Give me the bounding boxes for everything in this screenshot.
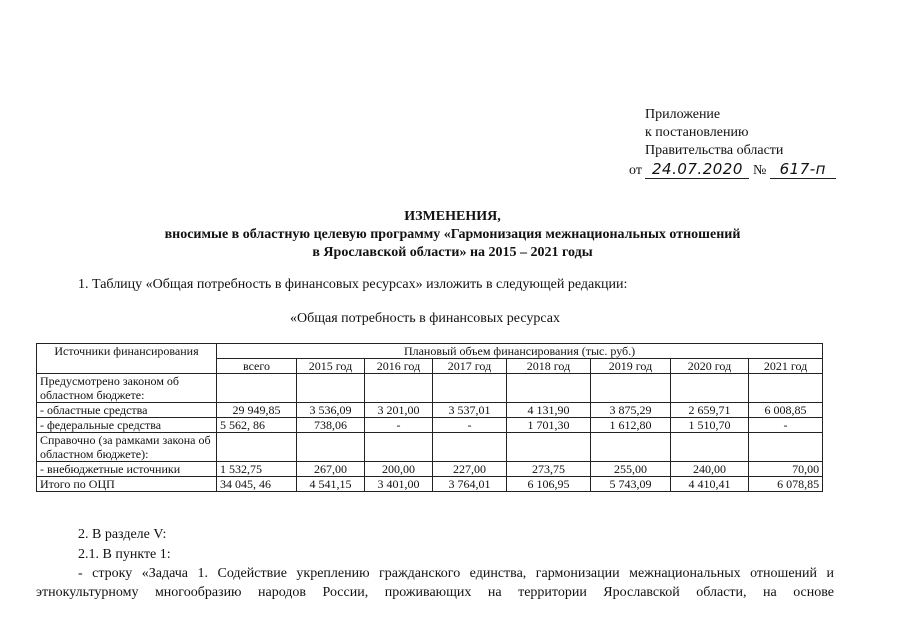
table-cell: 2 659,71	[671, 403, 749, 418]
year-header: 2019 год	[591, 359, 671, 374]
row-label: - внебюджетные источники	[37, 462, 217, 477]
year-header: 2021 год	[749, 359, 823, 374]
year-header: 2018 год	[507, 359, 591, 374]
table-cell	[671, 374, 749, 403]
table-row	[37, 374, 823, 403]
appendix-line-1: Приложение	[645, 107, 721, 122]
handwritten-number: 617-п	[770, 160, 836, 179]
table-cell: 29 949,85	[217, 403, 297, 418]
table-cell: 70,00	[749, 462, 823, 477]
table-cell: 3 201,00	[365, 403, 433, 418]
table-cell: 6 078,85	[749, 477, 823, 492]
table-cell: 3 537,01	[433, 403, 507, 418]
row-label: - федеральные средства	[37, 418, 217, 433]
table-cell	[365, 433, 433, 462]
table-total-row	[37, 477, 823, 492]
row-label: Справочно (за рамками закона об областном бюджете):	[37, 433, 217, 462]
table-row	[37, 433, 823, 462]
table-cell: 34 045, 46	[217, 477, 297, 492]
table-cell: 3 764,01	[433, 477, 507, 492]
from-label: от	[629, 163, 642, 178]
table-cell	[671, 433, 749, 462]
table-cell	[749, 374, 823, 403]
table-cell: 273,75	[507, 462, 591, 477]
table-cell	[433, 433, 507, 462]
financing-table	[36, 343, 823, 492]
table-cell	[749, 433, 823, 462]
table-cell	[507, 374, 591, 403]
table-cell	[591, 374, 671, 403]
table-cell: 1 532,75	[217, 462, 297, 477]
table-cell: 3 875,29	[591, 403, 671, 418]
row-label: - областные средства	[37, 403, 217, 418]
document-subtitle-line-1: вносимые в областную целевую программу «Гармонизация межнациональных отношений	[164, 227, 741, 242]
table-row	[37, 403, 823, 418]
year-header: 2015 год	[297, 359, 365, 374]
table-cell: 255,00	[591, 462, 671, 477]
year-header: 2016 год	[365, 359, 433, 374]
table-cell: -	[433, 418, 507, 433]
document-subtitle-line-2: в Ярославской области» на 2015 – 2021 годы	[312, 245, 593, 260]
table-cell: 240,00	[671, 462, 749, 477]
year-header: 2020 год	[671, 359, 749, 374]
table-cell: -	[749, 418, 823, 433]
year-header: 2017 год	[433, 359, 507, 374]
table-cell: 5 743,09	[591, 477, 671, 492]
table-cell	[297, 374, 365, 403]
document-title: ИЗМЕНЕНИЯ,	[404, 209, 501, 224]
table-caption: «Общая потребность в финансовых ресурсах	[290, 311, 560, 326]
table-header-row	[37, 344, 823, 359]
table-cell: -	[365, 418, 433, 433]
table-cell: 6 106,95	[507, 477, 591, 492]
table-cell	[365, 374, 433, 403]
table-cell	[433, 374, 507, 403]
table-cell: 3 401,00	[365, 477, 433, 492]
appendix-line-3: Правительства области	[645, 143, 784, 158]
header-planned-volume: Плановый объем финансирования (тыс. руб.)	[217, 344, 823, 359]
paragraph-3: 2.1. В пункте 1:	[78, 547, 171, 562]
table-cell	[217, 433, 297, 462]
table-row	[37, 418, 823, 433]
paragraph-4-line-1: - строку «Задача 1. Содействие укреплению гражданского единства, гармонизации межнациональных отношений и	[78, 566, 834, 581]
table-cell: 3 536,09	[297, 403, 365, 418]
paragraph-4-line-2: этнокультурному многообразию народов России, проживающих на территории Ярославской области, на основе	[36, 585, 834, 600]
table-cell: 5 562, 86	[217, 418, 297, 433]
appendix-date-line	[629, 160, 836, 180]
table-cell: 4 541,15	[297, 477, 365, 492]
table-cell: 227,00	[433, 462, 507, 477]
number-label: №	[752, 163, 767, 178]
handwritten-date: 24.07.2020	[645, 160, 749, 179]
table-cell: 267,00	[297, 462, 365, 477]
table-cell: 1 701,30	[507, 418, 591, 433]
table-cell: 1 612,80	[591, 418, 671, 433]
appendix-block	[629, 106, 836, 180]
row-label: Итого по ОЦП	[37, 477, 217, 492]
table-cell	[507, 433, 591, 462]
row-label: Предусмотрено законом об областном бюджете:	[37, 374, 217, 403]
appendix-line-2: к постановлению	[645, 125, 749, 140]
table-cell: 6 008,85	[749, 403, 823, 418]
table-cell: 4 410,41	[671, 477, 749, 492]
table-cell	[591, 433, 671, 462]
table-cell	[217, 374, 297, 403]
header-sources: Источники финансирования	[37, 344, 217, 374]
paragraph-1: 1. Таблицу «Общая потребность в финансовых ресурсах» изложить в следующей редакции:	[78, 277, 628, 292]
year-header: всего	[217, 359, 297, 374]
table-row	[37, 462, 823, 477]
table-cell: 200,00	[365, 462, 433, 477]
table-cell: 738,06	[297, 418, 365, 433]
table-cell	[297, 433, 365, 462]
table-cell: 1 510,70	[671, 418, 749, 433]
table-cell: 4 131,90	[507, 403, 591, 418]
paragraph-2: 2. В разделе V:	[78, 527, 167, 542]
